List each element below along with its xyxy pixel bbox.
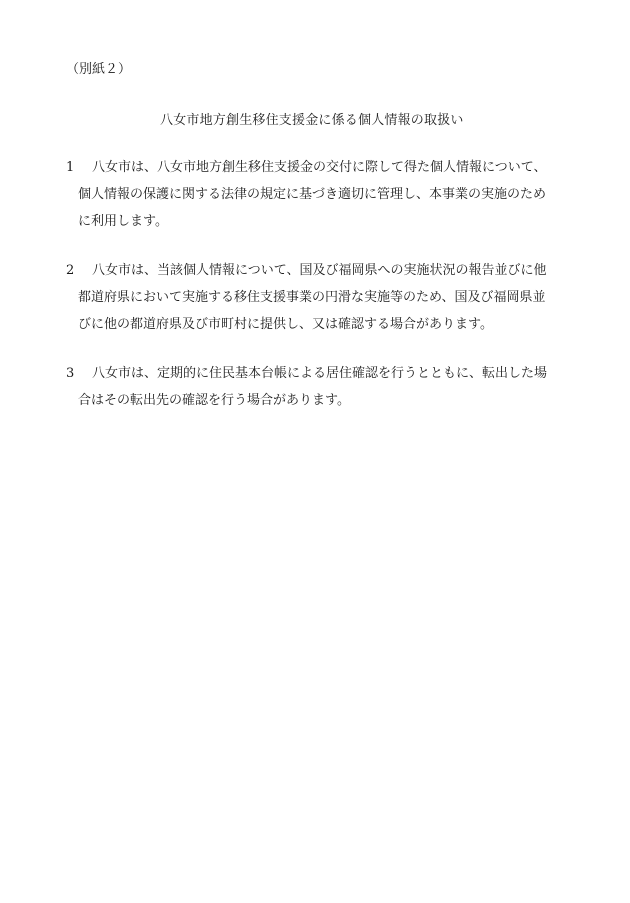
item-number: 1: [66, 160, 75, 175]
item-text-line: 八女市は、八女市地方創生移住支援金の交付に際して得た個人情報について、: [92, 160, 547, 175]
item-text-line: 八女市は、定期的に住民基本台帳による居住確認を行うとともに、転出した場: [92, 366, 548, 381]
document-title: 八女市地方創生移住支援金に係る個人情報の取扱い: [160, 113, 464, 128]
item-text-line: 個人情報の保護に関する法律の規定に基づき適切に管理し、本事業の実施のため: [78, 187, 547, 202]
item-text-line: に利用します。: [78, 214, 168, 229]
item-text-line: 都道府県において実施する移住支援事業の円滑な実施等のため、国及び福岡県並: [78, 290, 546, 305]
item-number: 2: [66, 263, 75, 278]
item-text-line: びに他の都道府県及び市町村に提供し、又は確認する場合があります。: [78, 317, 493, 332]
item-text-line: 八女市は、当該個人情報について、国及び福岡県への実施状況の報告並びに他: [92, 263, 547, 278]
item-text-line: 合はその転出先の確認を行う場合があります。: [78, 393, 350, 408]
item-number: 3: [66, 366, 75, 381]
appendix-label: （別紙２）: [66, 62, 132, 77]
